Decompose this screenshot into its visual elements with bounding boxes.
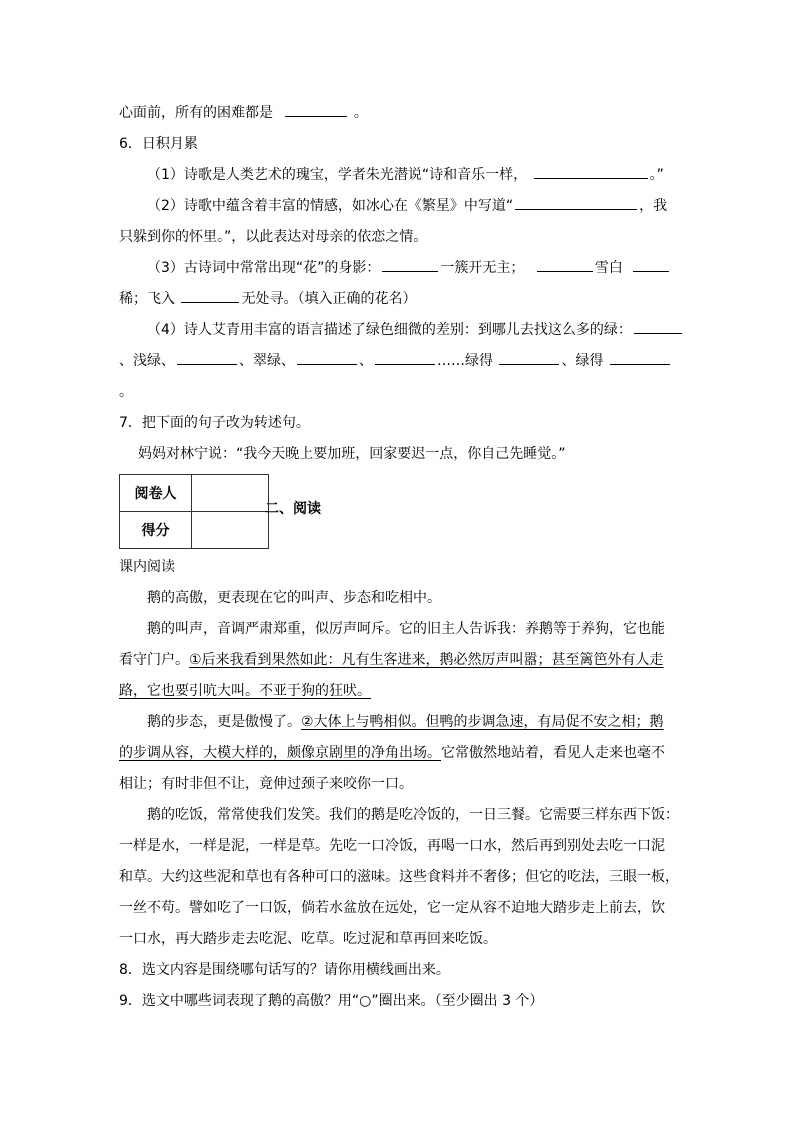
underlined-sentence-2: ②大体上与鸭相似。但鸭的步调急速，有局促不安之相；鹅 [301,714,664,730]
question-9: 9．选文中哪些词表现了鹅的高傲？用“○”圈出来。（至少圈出 3 个） [119,993,544,1009]
passage-p1: 鹅的高傲，更表现在它的叫声、步态和吃相中。 [147,590,441,606]
answer-blank[interactable] [534,164,648,179]
passage-p2-line2: 看守门户。①后来我看到果然如此：凡有生客进来，鹅必然厉声叫嚣；甚至篱笆外有人走 [119,652,664,668]
reviewer-field[interactable] [192,475,269,512]
answer-blank[interactable] [181,288,239,303]
q6-item-4: （4）诗人艾青用丰富的语言描述了绿色细微的差别：到哪儿去找这么多的绿： [119,319,677,350]
q6-item-4-cont: 、浅绿、 、翠绿、 、 ……绿得 、绿得 [119,350,677,381]
passage-p3-line2: 的步调从容，大模大样的，颇像京剧里的净角出场。它常傲然地站着，看见人走来也毫不 [119,745,665,761]
passage-p3-line1: 鹅的步态，更是傲慢了。②大体上与鸭相似。但鸭的步调急速，有局促不安之相；鹅 [147,714,664,730]
answer-blank[interactable] [375,350,435,365]
answer-blank[interactable] [515,195,637,210]
reviewer-label: 阅卷人 [120,475,192,512]
answer-blank[interactable] [634,319,682,334]
passage-p4-line3: 和草。大约这些泥和草也有各种可口的滋味。这些食料并不奢侈；但它的吃法，三眼一板， [119,869,679,885]
q7-title: 7．把下面的句子改为转述句。 [119,415,310,431]
section-subtitle: 课内阅读 [119,559,175,575]
underlined-sentence-1: ①后来我看到果然如此：凡有生客进来，鹅必然厉声叫嚣；甚至篱笆外有人走 [189,652,664,668]
q6-item-3: （3）古诗词中常常出现“花”的身影： 一簇开无主； 雪白 [119,257,677,288]
passage-p2-line3 [119,680,677,711]
passage-p3-line3: 相让；有时非但不让，竟伸过颈子来咬你一口。 [119,776,413,792]
answer-blank[interactable] [633,257,669,272]
q6-item-2: （2）诗歌中蕴含着丰富的情感，如冰心在《繁星》中写道“ ，我 [119,195,677,226]
passage-p4-line5: 一口水，再大踏步走去吃泥、吃草。吃过泥和草再回来吃饭。 [119,931,497,947]
score-label: 得分 [120,512,192,549]
answer-blank[interactable] [499,350,559,365]
passage-p4-line2: 一样是水，一样是泥，一样是草。先吃一口冷饭，再喝一口水，然后再到别处去吃一口泥 [119,838,665,854]
answer-blank[interactable] [285,102,347,117]
question-8: 8．选文内容是围绕哪句话写的？请你用横线画出来。 [119,962,450,978]
passage-p2-line1: 鹅的叫声，音调严肃郑重，似厉声呵斥。它的旧主人告诉我：养鹅等于养狗，它也能 [147,621,665,637]
answer-blank[interactable] [537,257,593,272]
answer-blank[interactable] [610,350,670,365]
q6-item-1: （1）诗歌是人类艺术的瑰宝，学者朱光潜说“诗和音乐一样， 。” [119,164,677,195]
document-page [119,102,677,1021]
passage-p4-line1: 鹅的吃饭，常常使我们发笑。我们的鹅是吃冷饭的，一日三餐。它需要三样东西下饭： [147,807,679,823]
q6-item-4-end: 。 [119,384,133,400]
answer-blank[interactable] [177,350,237,365]
section-heading: 二、阅读 [265,501,321,517]
score-section [119,474,677,556]
q7-sentence: 妈妈对林宁说：“我今天晚上要加班，回家要迟一点，你自己先睡觉。” [138,446,566,462]
score-table [119,474,269,549]
score-field[interactable] [192,512,269,549]
q5-continuation: 心面前，所有的困难都是 。 [119,102,677,133]
passage-p4-line4: 一丝不苟。譬如吃了一口饭，倘若水盆放在远处，它一定从容不迫地大踏步走上前去，饮 [119,900,665,916]
q6-item-2-cont: 只躲到你的怀里。”，以此表达对母亲的依恋之情。 [119,229,428,245]
q6-item-3-cont: 稀；飞入 无处寻。（填入正确的花名） [119,288,677,319]
underlined-sentence-1-cont: 路，它也要引吭大叫。不亚于狗的狂吠。 [119,683,371,699]
answer-blank[interactable] [382,257,438,272]
q6-title: 6．日积月累 [119,136,198,152]
underlined-sentence-2-cont: 的步调从容，大模大样的，颇像京剧里的净角出场。 [119,745,441,761]
answer-blank[interactable] [297,350,357,365]
